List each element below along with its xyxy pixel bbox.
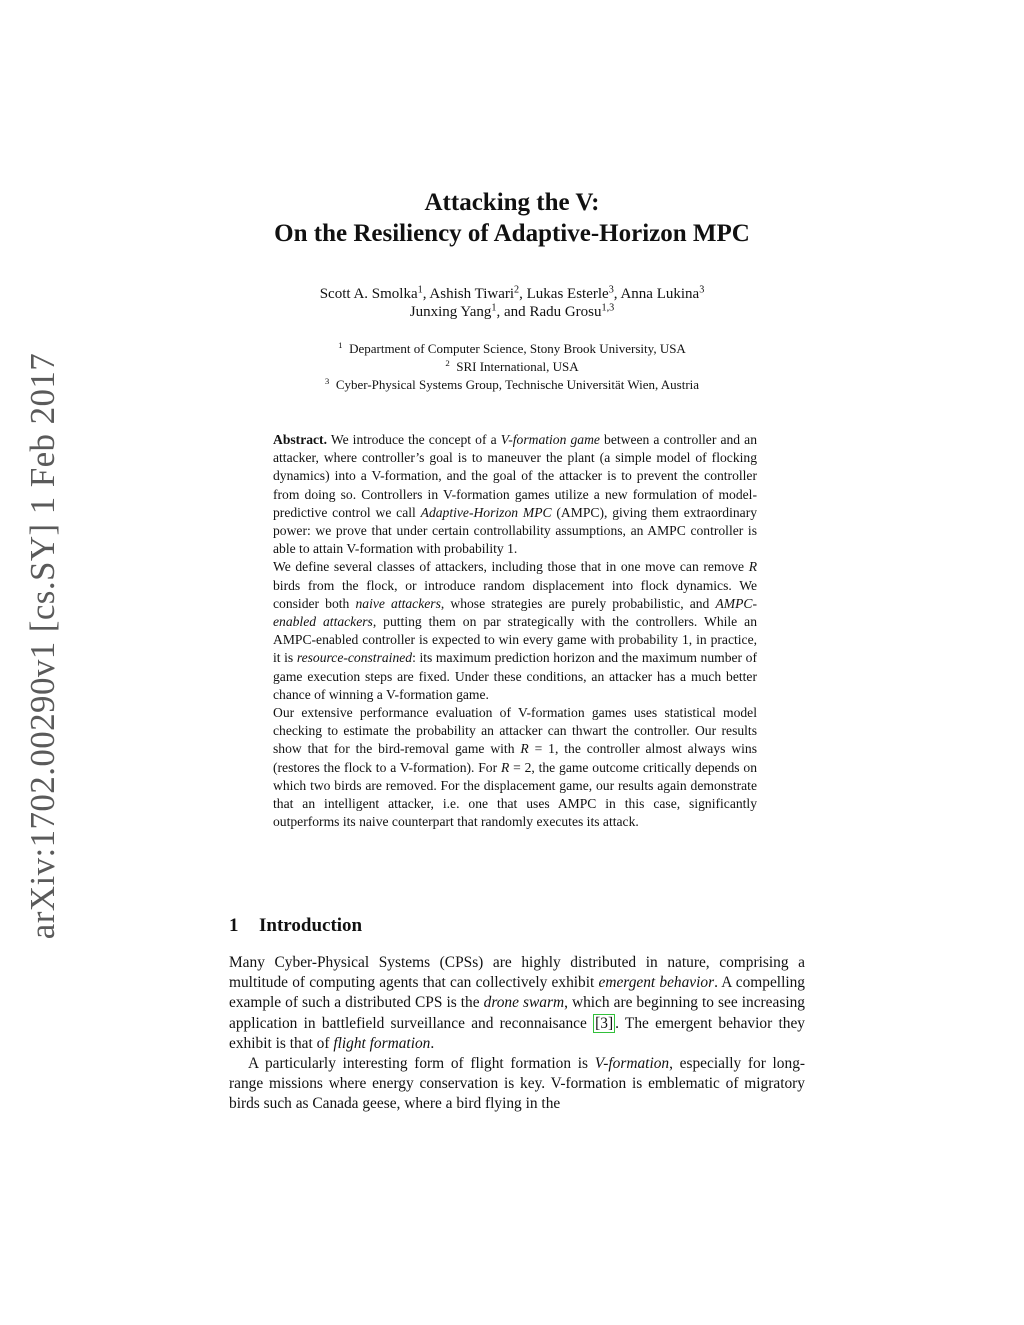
abstract-text: (AMPC), giving them extraordinary power: we prove that under certain controllability assumptions, an AMPC controller is able to attain V-formation with probability 1. bbox=[273, 504, 758, 557]
author-separator: , bbox=[422, 286, 430, 302]
body-text: . A compelling example of such a distributed CPS is the bbox=[229, 974, 806, 1012]
body-text: . The emergent behavior they exhibit is that of bbox=[229, 1014, 805, 1052]
body-text: , which are beginning to see increasing application in battlefield surveillance and reconnaisance bbox=[229, 994, 805, 1032]
abstract bbox=[273, 431, 757, 831]
body-text: . bbox=[430, 1034, 435, 1052]
abstract-text: Our extensive performance evaluation of V-formation games uses statistical model checking to estimate the probability an attacker can thwart the controller. Our results show that for the bird-removal game with bbox=[273, 705, 757, 757]
citation-link[interactable]: [3] bbox=[595, 1014, 614, 1032]
body-paragraph bbox=[229, 1054, 805, 1115]
author-name: Junxing Yang bbox=[409, 304, 492, 320]
body-paragraph bbox=[229, 953, 805, 1054]
abstract-emphasis: V-formation game bbox=[500, 432, 600, 447]
author-name: Scott A. Smolka bbox=[319, 286, 418, 302]
affiliation bbox=[0, 376, 1024, 394]
abstract-label: Abstract. bbox=[273, 432, 327, 447]
abstract-math-r: R bbox=[500, 759, 510, 775]
author-name: Lukas Esterle bbox=[526, 286, 609, 302]
body-emphasis: flight formation bbox=[333, 1034, 431, 1052]
title-line-1: Attacking the V: bbox=[424, 189, 600, 216]
author-affil-mark: 2 bbox=[514, 284, 520, 296]
abstract-paragraph bbox=[273, 558, 757, 704]
abstract-text: = 1, the controller almost always wins (restores the flock to a V-formation). For bbox=[273, 741, 757, 775]
affiliation-text: SRI International, USA bbox=[456, 359, 579, 374]
introduction-body bbox=[229, 953, 805, 1115]
affiliation-number: 1 bbox=[338, 340, 343, 351]
abstract-emphasis: Adaptive-Horizon MPC bbox=[420, 504, 552, 520]
author-separator: , bbox=[613, 286, 621, 302]
arxiv-watermark: arXiv:1702.00290v1 [cs.SY] 1 Feb 2017 bbox=[23, 352, 62, 940]
abstract-text: , whose strategies are purely probabilistic, and bbox=[440, 595, 716, 611]
abstract-text: between a controller and an attacker, where controller’s goal is to maneuver the plant (a simple model of flocking dynamics) into a V-formation, and the goal of the attacker is to prevent the controller from doing so. Controllers in V-formation games utilize a new formulation of model-predictive control we call bbox=[273, 432, 757, 520]
affiliation-text: Department of Computer Science, Stony Brook University, USA bbox=[349, 341, 686, 356]
author-separator: , and bbox=[496, 304, 530, 320]
abstract-text: We introduce the concept of a bbox=[326, 432, 501, 447]
author-affil-mark: 3 bbox=[608, 284, 614, 296]
abstract-math-r: R bbox=[748, 559, 757, 575]
author-line-2 bbox=[0, 303, 1024, 321]
abstract-emphasis: naive attackers bbox=[355, 595, 441, 611]
section-heading bbox=[229, 915, 362, 937]
body-emphasis: emergent behavior bbox=[598, 974, 715, 992]
abstract-text: We define several classes of attackers, including those that in one move can remove bbox=[273, 559, 749, 575]
abstract-text: = 2, the game outcome critically depends on which two birds are removed. For the displacement game, our results again demonstrate that an intelligent attacker, i.e. one that uses AMPC in this case, significantly outperforms its naive counterpart that randomly executes its attack. bbox=[273, 759, 757, 830]
body-emphasis: V-formation bbox=[594, 1055, 670, 1073]
paper-title bbox=[0, 187, 1024, 249]
body-text: , especially for long-range missions where energy conservation is key. V-formation is emblematic of migratory birds such as Canada geese, where a bird flying in the bbox=[229, 1055, 806, 1113]
abstract-emphasis: AMPC-enabled attackers bbox=[273, 595, 757, 630]
affiliation-text: Cyber-Physical Systems Group, Technische Universität Wien, Austria bbox=[335, 377, 700, 392]
author-name: Anna Lukina bbox=[620, 286, 700, 302]
author-name: Radu Grosu bbox=[529, 304, 602, 320]
section-title: Introduction bbox=[259, 915, 363, 936]
abstract-math-r: R bbox=[520, 741, 529, 757]
abstract-text: , putting them on par strategically with the controllers. While an AMPC-enabled controller is expected to win every game with probability 1, in practice, it is bbox=[273, 614, 757, 666]
body-emphasis: drone swarm bbox=[483, 994, 565, 1012]
section-number: 1 bbox=[229, 915, 239, 936]
author-affil-mark: 3 bbox=[699, 284, 705, 296]
title-line-2: On the Resiliency of Adaptive-Horizon MPC bbox=[274, 220, 750, 247]
author-line-1 bbox=[0, 285, 1024, 303]
author-name: Ashish Tiwari bbox=[429, 286, 515, 302]
author-affil-mark: 1 bbox=[417, 284, 423, 296]
abstract-text: : its maximum prediction horizon and the maximum number of game execution steps are fixed. Under these conditions, an attacker has a much better chance of winning a V-formation game. bbox=[273, 650, 757, 702]
abstract-emphasis: resource-constrained bbox=[296, 650, 413, 666]
abstract-paragraph bbox=[273, 431, 757, 558]
affiliation-list bbox=[0, 340, 1024, 394]
author-affil-mark: 1,3 bbox=[601, 302, 615, 314]
author-affil-mark: 1 bbox=[491, 302, 497, 314]
affiliation bbox=[0, 358, 1024, 376]
author-separator: , bbox=[519, 286, 527, 302]
body-text: Many Cyber-Physical Systems (CPSs) are highly distributed in nature, comprising a multitude of computing agents that can collectively exhibit bbox=[229, 954, 805, 992]
author-list bbox=[0, 285, 1024, 321]
abstract-paragraph bbox=[273, 704, 757, 831]
affiliation-number: 3 bbox=[324, 376, 330, 387]
body-text: A particularly interesting form of flight formation is bbox=[248, 1055, 595, 1073]
abstract-text: birds from the flock, or introduce random displacement into flock dynamics. We consider both bbox=[273, 577, 757, 611]
affiliation-number: 2 bbox=[445, 358, 450, 369]
affiliation bbox=[0, 340, 1024, 358]
